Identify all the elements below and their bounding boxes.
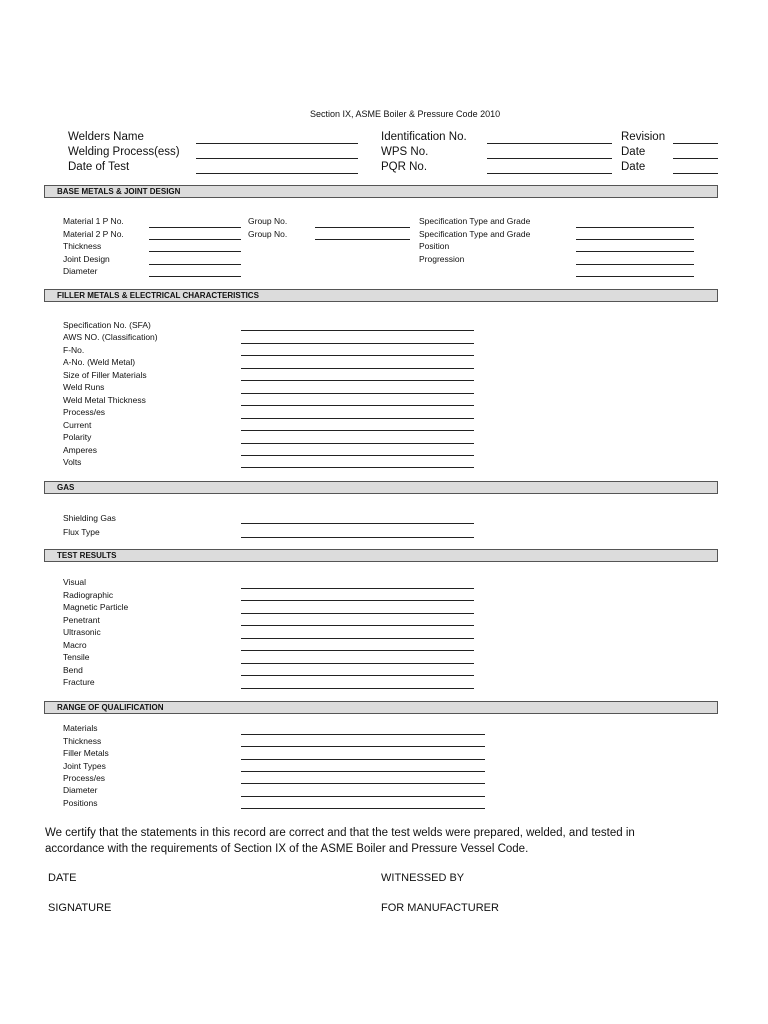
group-no-1-label: Group No. [248,216,288,226]
filler-field[interactable] [241,443,474,444]
range-field[interactable] [241,734,485,735]
filler-item-label: Weld Metal Thickness [63,395,146,405]
thickness-field[interactable] [149,251,241,252]
flux-type-label: Flux Type [63,527,100,537]
test-field[interactable] [241,613,474,614]
test-item-label: Tensile [63,652,90,662]
test-item-label: Ultrasonic [63,627,101,637]
filler-field[interactable] [241,467,474,468]
test-item-label: Macro [63,640,87,650]
section-heading: BASE METALS & JOINT DESIGN [57,187,181,196]
wps-date-field[interactable] [673,158,718,159]
filler-item-label: Current [63,420,92,430]
date-of-test-label: Date of Test [68,161,130,173]
range-item-label: Joint Types [63,761,106,771]
certification-statement: We certify that the statements in this record are correct and that the test welds were prepared, welded, and tested in accordance with the requirements of Section IX of the ASME Boiler and Pressure Vessel Code. [45,827,635,855]
wps-date-label: Date [621,146,646,158]
welders-name-field[interactable] [196,143,358,144]
test-field[interactable] [241,650,474,651]
filler-item-label: Specification No. (SFA) [63,320,151,330]
test-field[interactable] [241,638,474,639]
filler-item-label: A-No. (Weld Metal) [63,357,136,367]
filler-metals-section-header [44,289,718,302]
test-item-label: Radiographic [63,590,114,600]
diameter-field[interactable] [149,276,241,277]
group-no-2-field[interactable] [315,239,410,240]
filler-item-label: Volts [63,457,82,467]
spec-type-grade-2-field[interactable] [576,239,694,240]
for-manufacturer-label: FOR MANUFACTURER [381,902,499,914]
position-field[interactable] [576,251,694,252]
signature-label: SIGNATURE [48,902,112,914]
group-no-1-field[interactable] [315,227,410,228]
progression-field[interactable] [576,264,694,265]
base-metals-section-header [44,185,718,198]
test-item-label: Bend [63,665,83,675]
flux-type-field[interactable] [241,537,474,538]
diameter-label: Diameter [63,266,98,276]
filler-item-label: Size of Filler Materials [63,370,147,380]
wps-no-field[interactable] [487,158,612,159]
spec-type-grade-2-label: Specification Type and Grade [419,229,531,239]
revision-label: Revision [621,131,666,143]
section-heading: RANGE OF QUALIFICATION [57,703,164,712]
form-title: Section IX, ASME Boiler & Pressure Code 2010 [310,109,501,119]
test-field[interactable] [241,600,474,601]
test-field[interactable] [241,688,474,689]
range-item-label: Filler Metals [63,748,109,758]
section-heading: GAS [57,483,75,492]
range-item-label: Process/es [63,773,106,783]
range-field[interactable] [241,771,485,772]
pqr-no-label: PQR No. [381,161,428,173]
section-heading: TEST RESULTS [57,551,117,560]
thickness-label: Thickness [63,241,102,251]
pqr-date-label: Date [621,161,646,173]
spec-type-grade-1-field[interactable] [576,227,694,228]
test-field[interactable] [241,663,474,664]
range-field[interactable] [241,796,485,797]
material-1-p-no-label: Material 1 P No. [63,216,124,226]
position-label: Position [419,241,450,251]
material-2-p-no-field[interactable] [149,239,241,240]
range-item-label: Materials [63,723,98,733]
date-label: DATE [48,872,77,884]
range-field[interactable] [241,746,485,747]
identification-no-label: Identification No. [381,131,467,143]
test-results-section-header [44,549,718,562]
filler-field[interactable] [241,380,474,381]
filler-field[interactable] [241,330,474,331]
revision-field[interactable] [673,143,718,144]
range-item-label: Thickness [63,736,102,746]
filler-field[interactable] [241,355,474,356]
filler-field[interactable] [241,455,474,456]
shielding-gas-field[interactable] [241,523,474,524]
filler-item-label: Amperes [63,445,98,455]
shielding-gas-label: Shielding Gas [63,513,116,523]
filler-field[interactable] [241,393,474,394]
test-item-label: Visual [63,577,86,587]
filler-item-label: F-No. [63,345,85,355]
spec-type-grade-1-label: Specification Type and Grade [419,216,531,226]
filler-item-label: Weld Runs [63,382,105,392]
range-field[interactable] [241,759,485,760]
joint-design-field[interactable] [149,264,241,265]
material-1-p-no-field[interactable] [149,227,241,228]
test-item-label: Penetrant [63,615,100,625]
identification-no-field[interactable] [487,143,612,144]
joint-design-label: Joint Design [63,254,110,264]
gas-section-header [44,481,718,494]
welders-name-label: Welders Name [68,131,144,143]
welding-process-field[interactable] [196,158,358,159]
welding-process-label: Welding Process(ess) [68,146,180,158]
wps-no-label: WPS No. [381,146,429,158]
date-of-test-field[interactable] [196,173,358,174]
witnessed-by-label: WITNESSED BY [381,872,465,884]
range-item-label: Diameter [63,785,98,795]
pqr-date-field[interactable] [673,173,718,174]
test-item-label: Fracture [63,677,95,687]
test-item-label: Magnetic Particle [63,602,129,612]
group-no-2-label: Group No. [248,229,288,239]
pqr-no-field[interactable] [487,173,612,174]
filler-field[interactable] [241,430,474,431]
filler-field[interactable] [241,405,474,406]
range-of-qualification-section-header [44,701,718,714]
material-2-p-no-label: Material 2 P No. [63,229,124,239]
range-field[interactable] [241,808,485,809]
range-field[interactable] [241,783,485,784]
range-item-label: Positions [63,798,98,808]
test-field[interactable] [241,625,474,626]
filler-item-label: Polarity [63,432,92,442]
progression-label: Progression [419,254,465,264]
test-field[interactable] [241,675,474,676]
section-heading: FILLER METALS & ELECTRICAL CHARACTERISTICS [57,291,259,300]
filler-field[interactable] [241,368,474,369]
filler-item-label: AWS NO. (Classification) [63,332,158,342]
progression-extra-field[interactable] [576,276,694,277]
test-field[interactable] [241,588,474,589]
filler-item-label: Process/es [63,407,106,417]
filler-field[interactable] [241,418,474,419]
filler-field[interactable] [241,343,474,344]
